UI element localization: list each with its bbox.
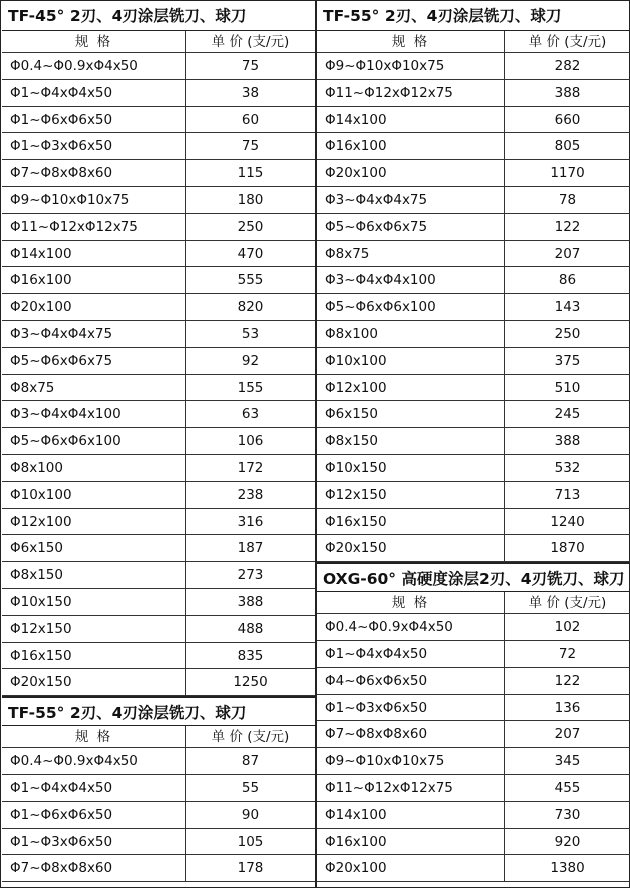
table-row: [2, 855, 315, 882]
spec-cell: Φ7~Φ8xΦ8x60: [317, 721, 505, 747]
price-cell: 388: [554, 84, 581, 101]
price-cell: 102: [554, 619, 581, 636]
price-cell: 105: [237, 833, 264, 850]
table-row: [317, 482, 630, 509]
table-title: TF-55° 2刃、4刃涂层铣刀、球刀: [317, 1, 630, 31]
spec-cell: Φ3~Φ4xΦ4x75: [317, 187, 505, 213]
price-cell: 55: [241, 779, 260, 796]
table-title: TF-45° 2刃、4刃涂层铣刀、球刀: [2, 1, 315, 31]
table-row: [2, 321, 315, 348]
spec-cell: Φ0.4~Φ0.9xΦ4x50: [2, 748, 186, 774]
header-spec: 规 格: [2, 726, 186, 747]
price-cell: 180: [237, 191, 264, 208]
price-cell: 90: [241, 806, 260, 823]
price-cell: 510: [554, 379, 581, 396]
price-cell: 207: [554, 245, 581, 262]
spec-cell: Φ1~Φ3xΦ6x50: [317, 695, 505, 721]
spec-cell: Φ6x150: [2, 535, 186, 561]
spec-cell: Φ16x100: [317, 133, 505, 159]
table-row: [2, 562, 315, 589]
price-cell: 532: [554, 459, 581, 476]
spec-cell: Φ11~Φ12xΦ12x75: [317, 80, 505, 106]
price-cell: 282: [554, 58, 581, 74]
price-cell: 60: [241, 111, 260, 128]
spec-cell: Φ1~Φ4xΦ4x50: [317, 641, 505, 667]
table-row: [2, 428, 315, 455]
table-row: [2, 775, 315, 802]
spec-cell: Φ14x100: [317, 802, 505, 828]
price-cell: 172: [237, 459, 264, 476]
table-row: [317, 107, 630, 134]
spec-cell: Φ11~Φ12xΦ12x75: [317, 775, 505, 801]
price-cell: 78: [558, 191, 577, 208]
price-cell: 207: [554, 726, 581, 743]
table-row: [2, 187, 315, 214]
price-cell: 63: [241, 406, 260, 423]
table-row: [2, 643, 315, 670]
header-price: 单 价 (支/元): [211, 729, 290, 746]
table-row: [2, 482, 315, 509]
table-row: [317, 53, 630, 80]
header-spec: 规 格: [2, 31, 186, 52]
table-row: [317, 829, 630, 856]
table-row: [317, 428, 630, 455]
price-cell: 92: [241, 352, 260, 369]
price-cell: 820: [237, 299, 264, 316]
table-tf55-right: [317, 1, 630, 562]
spec-cell: Φ6x150: [317, 401, 505, 427]
price-cell: 1870: [550, 540, 585, 557]
spec-cell: Φ20x150: [2, 669, 186, 695]
price-cell: 75: [241, 138, 260, 155]
table-row: [2, 802, 315, 829]
table-row: [2, 669, 315, 696]
spec-cell: Φ8x100: [2, 455, 186, 481]
spec-cell: Φ10x100: [317, 348, 505, 374]
table-row: [317, 80, 630, 107]
spec-cell: Φ10x100: [2, 482, 186, 508]
header-price: 单 价 (支/元): [211, 34, 290, 50]
spec-cell: Φ3~Φ4xΦ4x100: [317, 267, 505, 293]
table-row: [317, 294, 630, 321]
price-cell: 53: [241, 325, 260, 342]
table-row: [2, 375, 315, 402]
table-row: [317, 375, 630, 402]
spec-cell: Φ14x100: [2, 241, 186, 267]
table-row: [2, 509, 315, 536]
price-cell: 72: [558, 645, 577, 662]
spec-cell: Φ20x150: [317, 535, 505, 561]
price-cell: 38: [241, 84, 260, 101]
table-row: [317, 455, 630, 482]
price-cell: 1170: [550, 165, 585, 182]
spec-cell: Φ4~Φ6xΦ6x50: [317, 668, 505, 694]
table-header: [317, 592, 630, 614]
price-cell: 388: [237, 593, 264, 610]
table-header: [2, 31, 315, 53]
price-cell: 115: [237, 165, 264, 182]
price-cell: 555: [237, 272, 264, 289]
price-cell: 155: [237, 379, 264, 396]
spec-cell: Φ8x150: [2, 562, 186, 588]
table-row: [317, 160, 630, 187]
spec-cell: Φ9~Φ10xΦ10x75: [2, 187, 186, 213]
table-row: [2, 107, 315, 134]
table-title: TF-55° 2刃、4刃涂层铣刀、球刀: [2, 696, 315, 726]
price-cell: 106: [237, 433, 264, 450]
price-cell: 187: [237, 540, 264, 557]
table-row: [317, 348, 630, 375]
spec-cell: Φ0.4~Φ0.9xΦ4x50: [317, 614, 505, 640]
table-row: [317, 214, 630, 241]
price-cell: 1250: [233, 674, 268, 691]
table-row: [317, 748, 630, 775]
table-tf45: [2, 1, 315, 696]
spec-cell: Φ5~Φ6xΦ6x100: [317, 294, 505, 320]
price-cell: 178: [237, 860, 264, 877]
spec-cell: Φ9~Φ10xΦ10x75: [317, 748, 505, 774]
price-cell: 245: [554, 406, 581, 423]
spec-cell: Φ14x100: [317, 107, 505, 133]
table-row: [2, 133, 315, 160]
spec-cell: Φ16x150: [2, 643, 186, 669]
table-row: [317, 509, 630, 536]
price-cell: 316: [237, 513, 264, 530]
table-row: [317, 401, 630, 428]
price-cell: 143: [554, 299, 581, 316]
spec-cell: Φ8x100: [317, 321, 505, 347]
table-row: [317, 187, 630, 214]
table-row: [317, 641, 630, 668]
spec-cell: Φ5~Φ6xΦ6x75: [2, 348, 186, 374]
table-row: [317, 321, 630, 348]
price-cell: 345: [554, 753, 581, 770]
price-cell: 250: [554, 325, 581, 342]
table-row: [2, 829, 315, 856]
spec-cell: Φ10x150: [2, 589, 186, 615]
price-cell: 86: [558, 272, 577, 289]
table-row: [2, 80, 315, 107]
spec-cell: Φ8x150: [317, 428, 505, 454]
table-row: [317, 695, 630, 722]
header-price: 单 价 (支/元): [528, 595, 607, 612]
spec-cell: Φ1~Φ4xΦ4x50: [2, 80, 186, 106]
spec-cell: Φ1~Φ3xΦ6x50: [2, 133, 186, 159]
right-column: [317, 1, 630, 887]
spec-cell: Φ12x150: [2, 616, 186, 642]
table-row: [317, 267, 630, 294]
price-cell: 920: [554, 833, 581, 850]
table-header: [317, 31, 630, 53]
spec-cell: Φ0.4~Φ0.9xΦ4x50: [2, 53, 186, 79]
price-cell: 238: [237, 486, 264, 503]
table-row: [317, 614, 630, 641]
spec-cell: Φ1~Φ6xΦ6x50: [2, 802, 186, 828]
table-row: [2, 214, 315, 241]
header-spec: 规 格: [317, 31, 505, 52]
spec-cell: Φ1~Φ3xΦ6x50: [2, 829, 186, 855]
spec-cell: Φ5~Φ6xΦ6x100: [2, 428, 186, 454]
table-row: [2, 589, 315, 616]
table-row: [2, 53, 315, 80]
table-row: [2, 535, 315, 562]
table-tf55-left: [2, 696, 315, 882]
spec-cell: Φ5~Φ6xΦ6x75: [317, 214, 505, 240]
price-cell: 273: [237, 567, 264, 584]
table-row: [2, 348, 315, 375]
table-row: [317, 855, 630, 882]
price-cell: 713: [554, 486, 581, 503]
price-cell: 660: [554, 111, 581, 128]
spec-cell: Φ20x100: [317, 160, 505, 186]
price-cell: 835: [237, 647, 264, 664]
price-cell: 87: [241, 753, 260, 770]
spec-cell: Φ11~Φ12xΦ12x75: [2, 214, 186, 240]
spec-cell: Φ12x150: [317, 482, 505, 508]
table-header: [2, 726, 315, 748]
spec-cell: Φ1~Φ4xΦ4x50: [2, 775, 186, 801]
spec-cell: Φ3~Φ4xΦ4x75: [2, 321, 186, 347]
price-cell: 375: [554, 352, 581, 369]
table-row: [317, 241, 630, 268]
table-row: [2, 267, 315, 294]
table-row: [317, 668, 630, 695]
price-cell: 1380: [550, 860, 585, 877]
price-cell: 250: [237, 218, 264, 235]
table-row: [2, 294, 315, 321]
spec-cell: Φ1~Φ6xΦ6x50: [2, 107, 186, 133]
table-row: [317, 133, 630, 160]
spec-cell: Φ12x100: [2, 509, 186, 535]
price-cell: 805: [554, 138, 581, 155]
spec-cell: Φ8x75: [317, 241, 505, 267]
table-row: [2, 401, 315, 428]
price-cell: 488: [237, 620, 264, 637]
table-row: [317, 802, 630, 829]
spec-cell: Φ9~Φ10xΦ10x75: [317, 53, 505, 79]
spec-cell: Φ7~Φ8xΦ8x60: [2, 855, 186, 881]
price-cell: 730: [554, 806, 581, 823]
spec-cell: Φ16x150: [317, 509, 505, 535]
table-oxg60: [317, 562, 630, 882]
table-row: [2, 616, 315, 643]
table-row: [317, 535, 630, 562]
table-row: [2, 455, 315, 482]
price-cell: 455: [554, 779, 581, 796]
price-cell: 470: [237, 245, 264, 262]
left-column: [2, 1, 317, 887]
table-title: OXG-60° 高硬度涂层2刃、4刃铣刀、球刀: [317, 562, 630, 592]
header-spec: 规 格: [317, 592, 505, 613]
spec-cell: Φ12x100: [317, 375, 505, 401]
price-cell: 122: [554, 218, 581, 235]
price-cell: 122: [554, 672, 581, 689]
header-price: 单 价 (支/元): [528, 34, 607, 50]
price-cell: 136: [554, 699, 581, 716]
table-row: [317, 721, 630, 748]
table-row: [2, 160, 315, 187]
table-row: [2, 748, 315, 775]
spec-cell: Φ8x75: [2, 375, 186, 401]
spec-cell: Φ20x100: [317, 855, 505, 881]
spec-cell: Φ10x150: [317, 455, 505, 481]
spec-cell: Φ20x100: [2, 294, 186, 320]
spec-cell: Φ16x100: [317, 829, 505, 855]
price-cell: 388: [554, 433, 581, 450]
spec-cell: Φ16x100: [2, 267, 186, 293]
price-cell: 75: [241, 58, 260, 74]
table-row: [2, 241, 315, 268]
spec-cell: Φ7~Φ8xΦ8x60: [2, 160, 186, 186]
price-cell: 1240: [550, 513, 585, 530]
spec-cell: Φ3~Φ4xΦ4x100: [2, 401, 186, 427]
table-row: [317, 775, 630, 802]
